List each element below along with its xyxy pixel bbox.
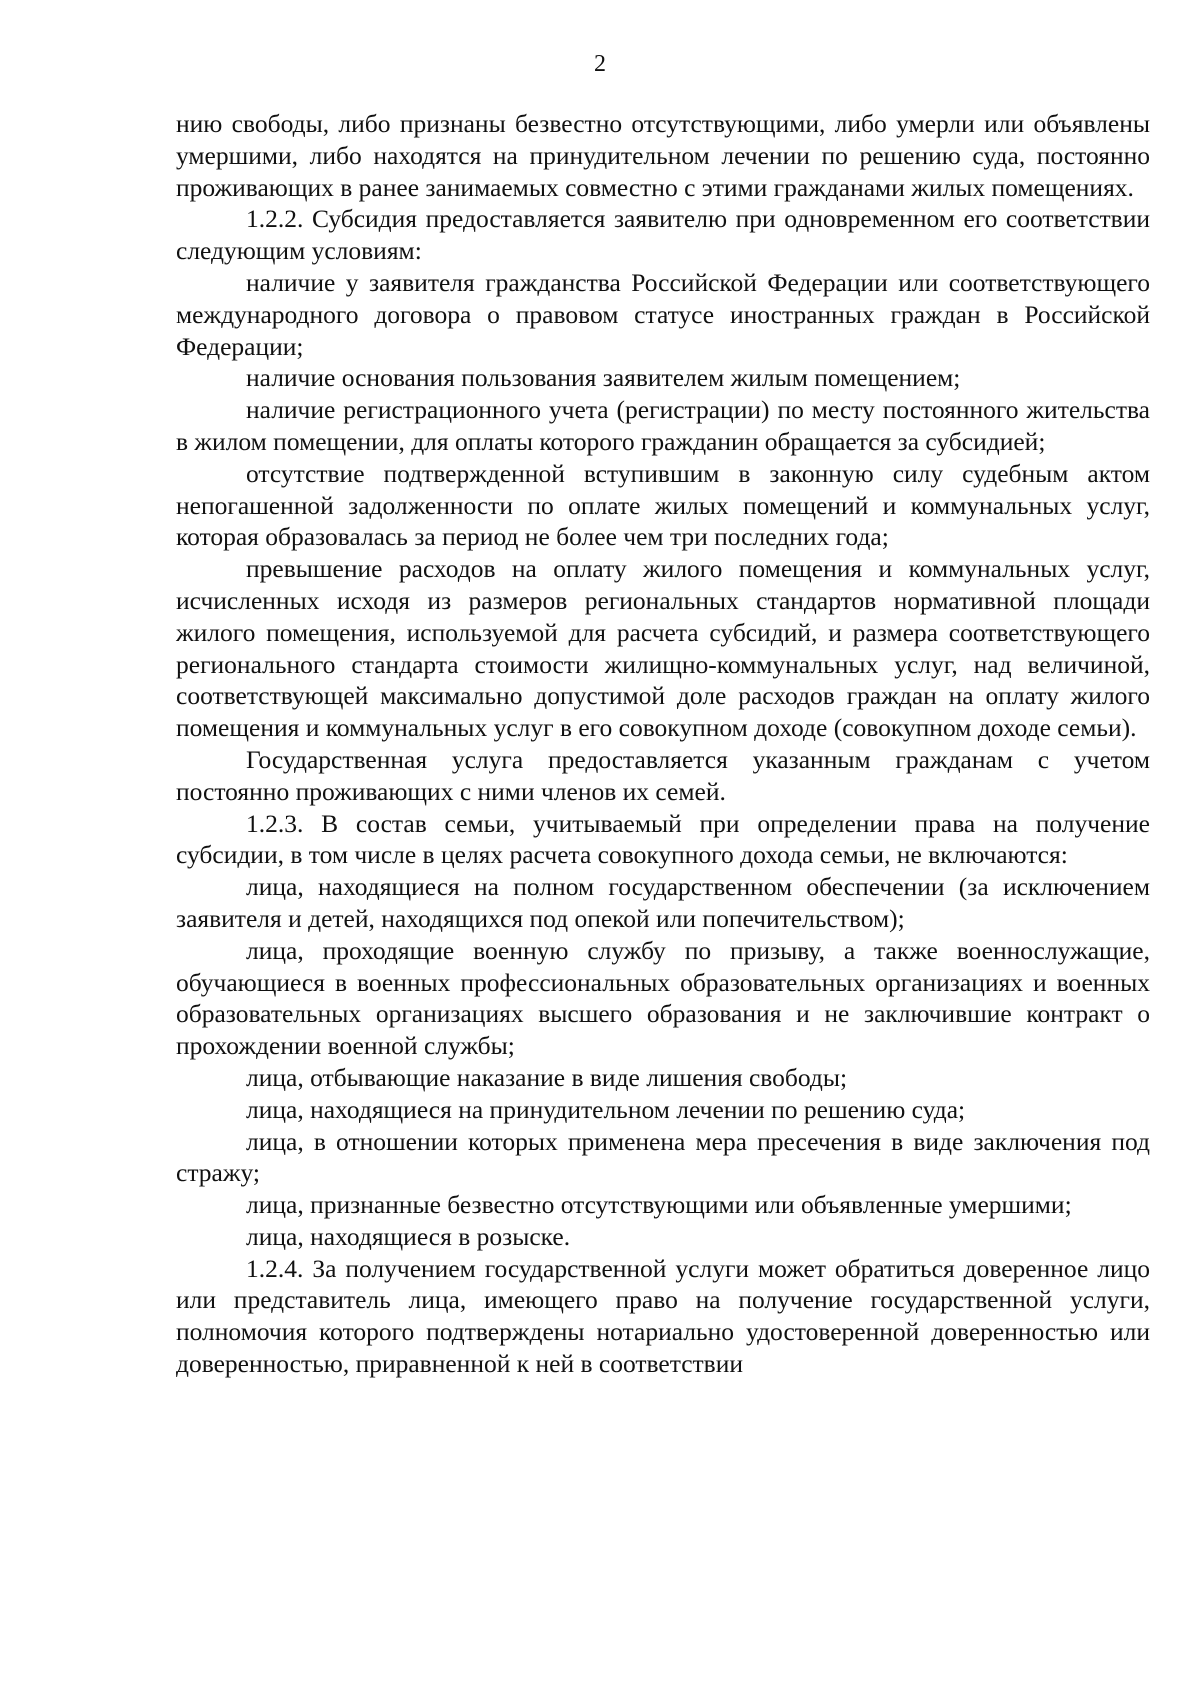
paragraph-1-2-3: 1.2.3. В состав семьи, учитываемый при определении права на получение субсидии, в том числе в целях расчета совокупного дохода семьи, не включаются: <box>176 808 1150 870</box>
condition-registration: наличие регистрационного учета (регистрации) по месту постоянного жительства в жилом помещении, для оплаты которого гражданин обращается за субсидией; <box>176 395 1150 456</box>
exclusion-state-support: лица, находящиеся на полном государственном обеспечении (за исключением заявителя и детей, находящихся под опекой или попечительством); <box>176 872 1150 933</box>
exclusion-military: лица, проходящие военную службу по призыву, а также военнослужащие, обучающиеся в военных профессиональных образовательных организациях и военных образовательных организациях высшего образования и не заключившие контракт о прохождении военной службы; <box>176 935 1150 1061</box>
exclusion-detention: лица, в отношении которых применена мера пресечения в виде заключения под стражу; <box>176 1126 1150 1188</box>
paragraph-continuation: нию свободы, либо признаны безвестно отсутствующими, либо умерли или объявлены умершими, либо находятся на принудительном лечении по решению суда, постоянно проживающих в ранее занимаемых совместно с этими гражданами жилых помещениях. <box>176 109 1150 202</box>
paragraph-1-2-4: 1.2.4. За получением государственной услуги может обратиться доверенное лицо или представитель лица, имеющего право на получение государственной услуги, полномочия которого подтверждены нотариально удостоверенной доверенностью или доверенностью, приравненной к ней в соответствии <box>176 1253 1150 1379</box>
condition-expense-excess: превышение расходов на оплату жилого помещения и коммунальных услуг, исчисленных исходя из размеров региональных стандартов нормативной площади жилого помещения, используемой для расчета субсидий, и размера соответствующего регионального стандарта стоимости жилищно-коммунальных услуг, над величиной, соответствующей максимально допустимой доле расходов граждан на оплату жилого помещения и коммунальных услуг в его совокупном доходе (совокупном доходе семьи). <box>176 554 1150 743</box>
paragraph-family-members: Государственная услуга предоставляется указанным гражданам с учетом постоянно проживающих с ними членов их семей. <box>176 744 1150 806</box>
exclusion-compulsory-treatment: лица, находящиеся на принудительном лечении по решению суда; <box>246 1094 966 1124</box>
exclusion-missing-or-deceased: лица, признанные безвестно отсутствующими или объявленные умершими; <box>246 1190 1072 1220</box>
condition-no-debt: отсутствие подтвержденной вступившим в законную силу судебным актом непогашенной задолженности по оплате жилых помещений и коммунальных услуг, которая образовалась за период не более чем три последних года; <box>176 458 1150 552</box>
condition-basis-of-use: наличие основания пользования заявителем жилым помещением; <box>246 363 961 393</box>
page-number: 2 <box>594 51 606 77</box>
exclusion-wanted: лица, находящиеся в розыске. <box>246 1221 571 1251</box>
paragraph-1-2-2: 1.2.2. Субсидия предоставляется заявителю при одновременном его соответствии следующим условиям: <box>176 204 1150 266</box>
exclusion-imprisoned: лица, отбывающие наказание в виде лишения свободы; <box>246 1062 848 1092</box>
document-body <box>176 108 1150 1380</box>
condition-citizenship: наличие у заявителя гражданства Российской Федерации или соответствующего международного договора о правовом статусе иностранных граждан в Российской Федерации; <box>176 267 1150 361</box>
